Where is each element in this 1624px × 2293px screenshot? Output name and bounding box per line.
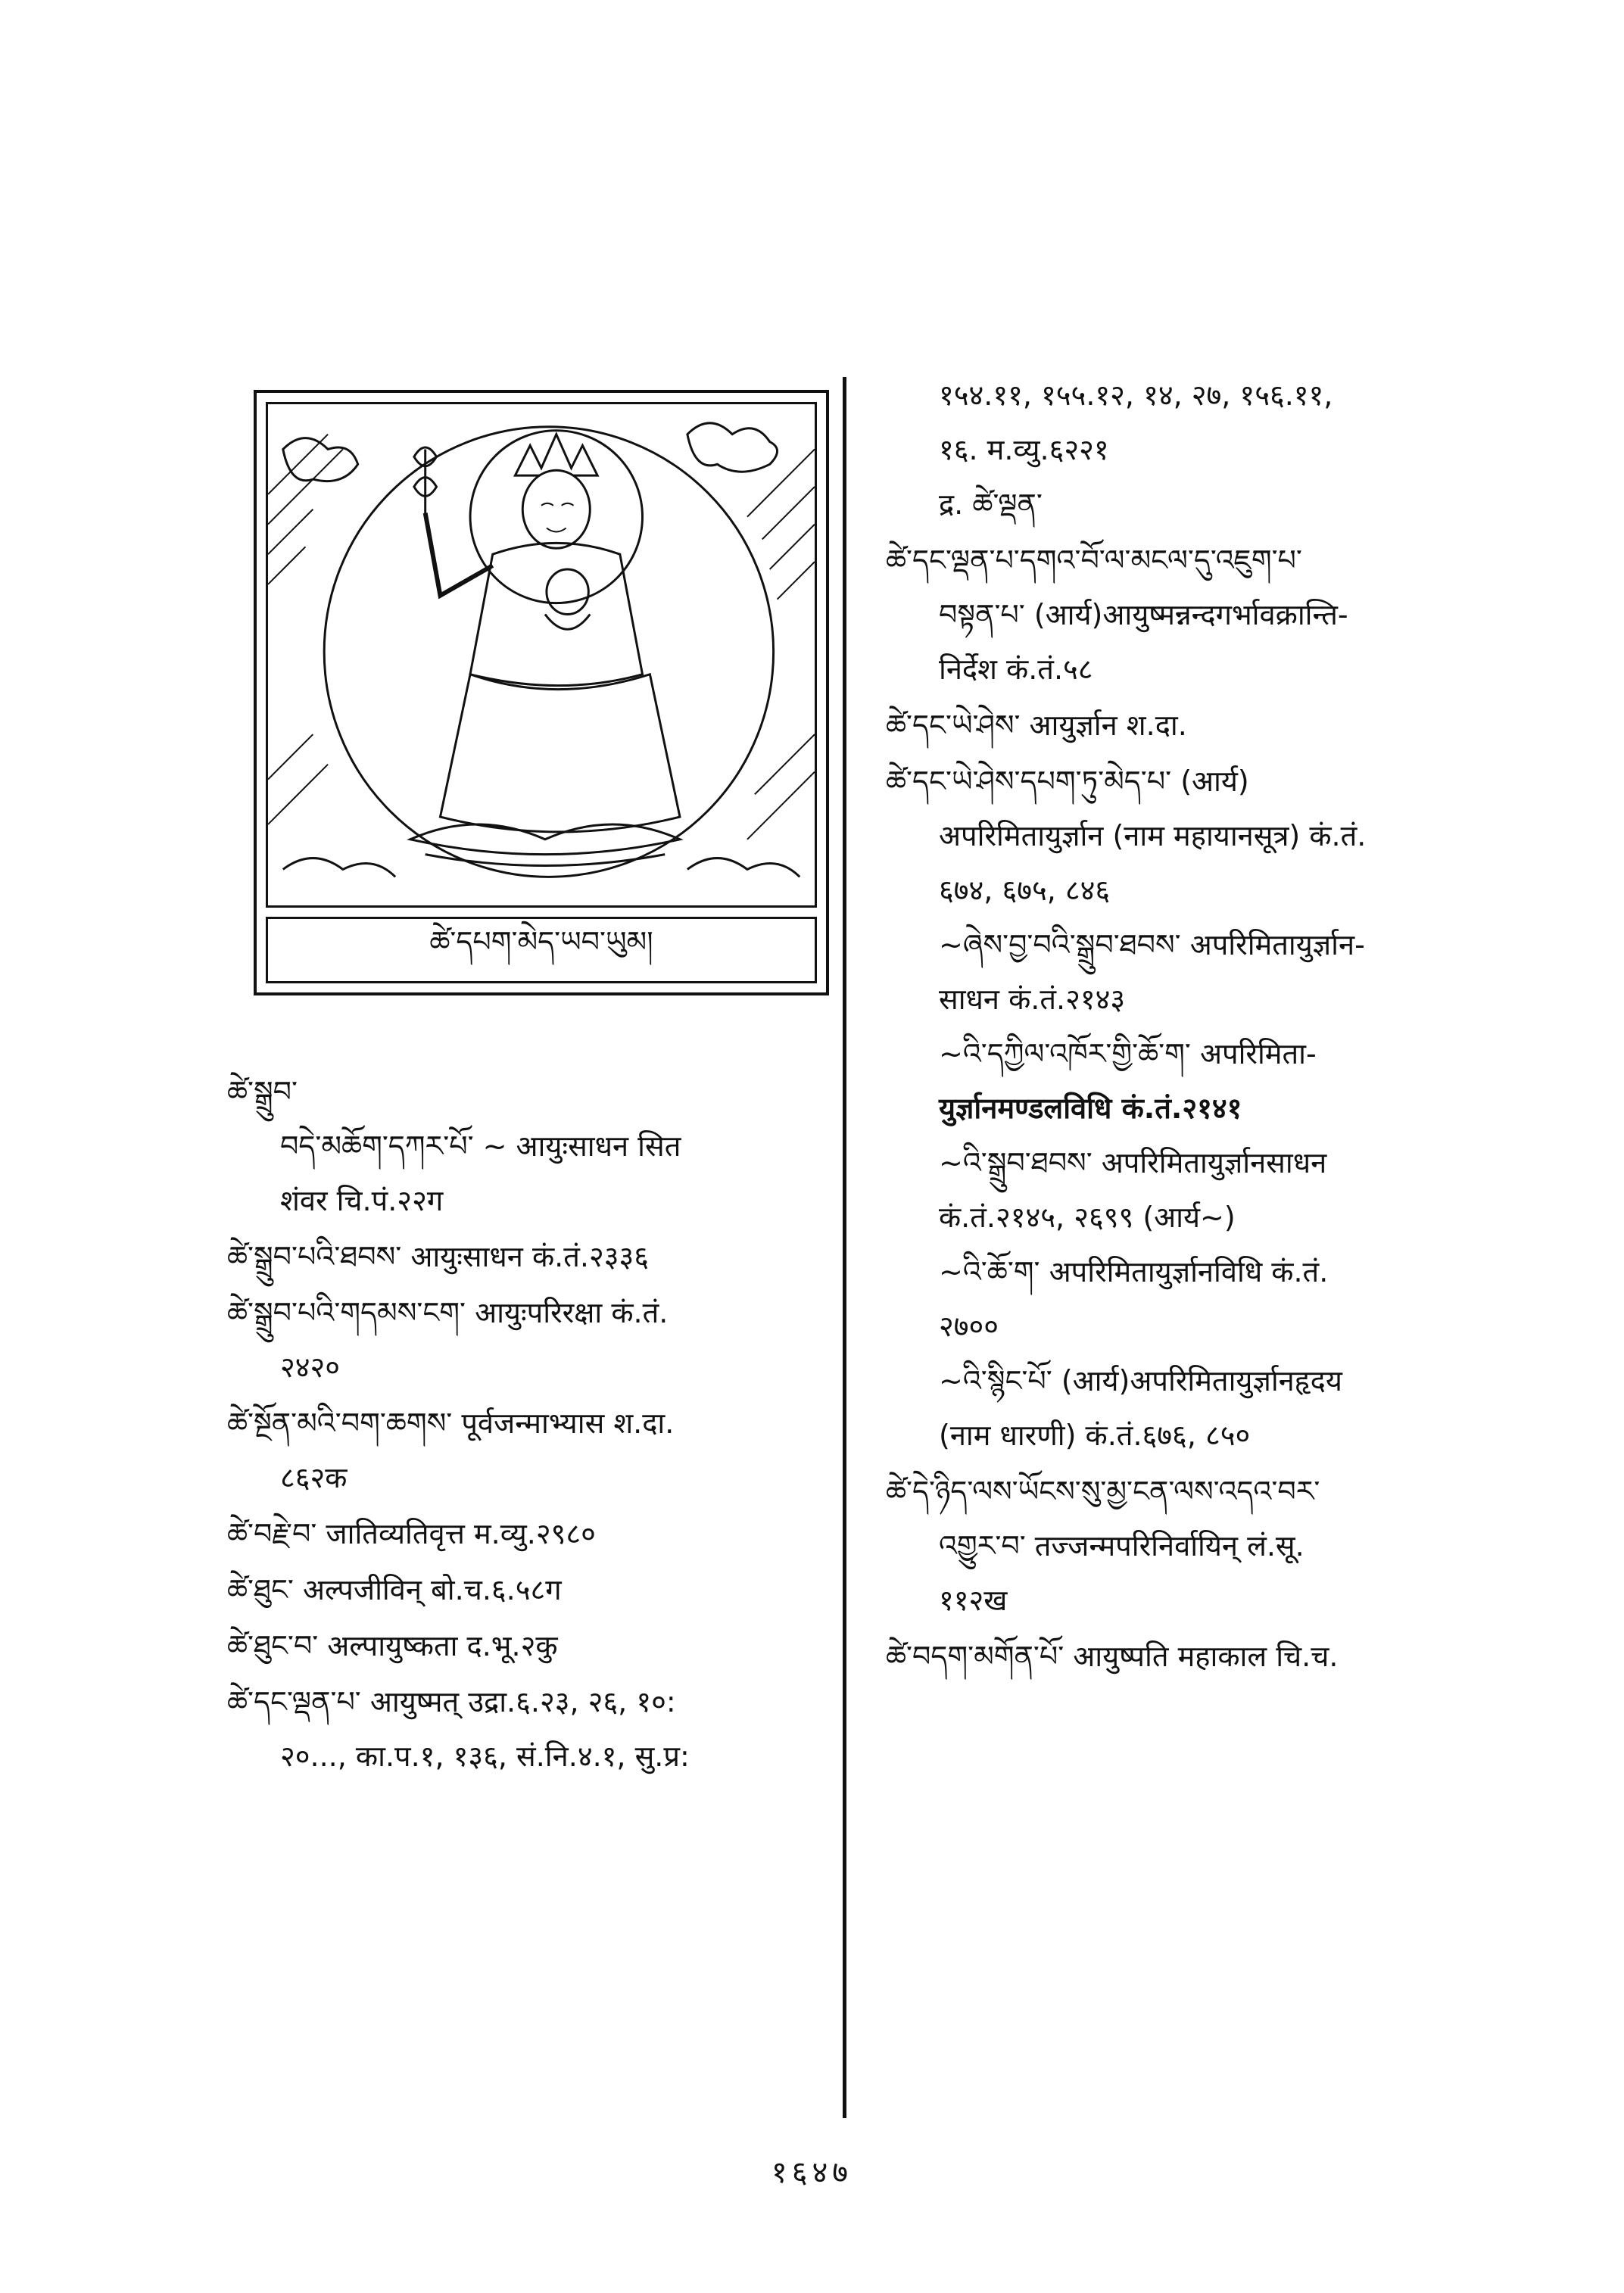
- entry-line: ~འི་སྒྲུབ་ཐབས་ अपरिमितायुर्ज्ञानसाधन: [939, 1146, 1327, 1179]
- entry-line: शंवर चि.पं.२२ग: [280, 1184, 444, 1217]
- entry-line: ~ཞེས་བྱ་བའི་སྒྲུབ་ཐབས་ अपरिमितायुर्ज्ञान-: [939, 928, 1365, 961]
- dictionary-entry: [227, 1403, 825, 1498]
- entry-line: བདེ་མཆོག་དཀར་པོ་ ~ आयुःसाधन सित: [280, 1129, 681, 1163]
- entry-line: १५४.११, १५५.१२, १४, २७, १५६.११,: [939, 379, 1333, 412]
- entry-line: १६. म.व्यु.६२२१: [939, 433, 1109, 466]
- right-column: [886, 375, 1484, 1692]
- left-column: [227, 1071, 825, 1792]
- entry-line: ཚེ་བདག་མགོན་པོ་ आयुष्पति महाकाल चि.च.: [886, 1640, 1339, 1673]
- dictionary-entry: [227, 1569, 825, 1610]
- entry-line: द्र. ཚེ་ལྡན་: [939, 488, 1043, 521]
- entry-line: २७००: [939, 1310, 999, 1343]
- dictionary-entry: [227, 1071, 825, 1221]
- entry-line: ཚེ་དང་ལྡན་པ་དགའ་བོ་ལ་མངལ་དུ་འཇུག་པ་: [886, 544, 1302, 577]
- dictionary-entry: [227, 1513, 825, 1554]
- dictionary-entry: [886, 1636, 1484, 1677]
- entry-line: कं.तं.२१४५, २६९९ (आर्य~): [939, 1201, 1236, 1234]
- entry-line: ཚེ་སྔོན་མའི་བག་ཆགས་ पूर्वजन्माभ्यास श.दा.: [227, 1407, 675, 1440]
- entry-line: ~འི་སྙིང་པོ་ (आर्य)अपरिमितायुर्ज्ञानहृदय: [939, 1364, 1342, 1397]
- dictionary-entry: [227, 1236, 825, 1277]
- amitayus-yab-yum-image: [268, 404, 815, 905]
- entry-line: २४२०: [280, 1351, 341, 1384]
- entry-line: ཚེ་བརྗེ་བ་ जातिव्यतिवृत्त म.व्यु.२९८०: [227, 1517, 596, 1550]
- entry-line: ཚེ་ཐུང་ अल्पजीविन् बो.च.६.५८ग: [227, 1573, 562, 1606]
- entry-line: ཚེ་དང་ཡེ་ཤེས་དཔག་ཏུ་མེད་པ་ (आर्य): [886, 765, 1249, 798]
- illustration-plate: [254, 390, 829, 995]
- dictionary-entry: [886, 375, 1484, 525]
- entry-line: བསྟན་པ་ (आर्य)आयुष्मन्नन्दगर्भावक्रान्ति-: [939, 598, 1348, 631]
- column-divider: [843, 377, 846, 2118]
- entry-line: २०..., का.प.१, १३६, सं.नि.४.१, सु.प्र:: [280, 1740, 690, 1773]
- entry-line: निर्देश कं.तं.५८: [939, 653, 1093, 686]
- dictionary-entry: [227, 1681, 825, 1777]
- entry-line: (नाम धारणी) कं.तं.६७६, ८५०: [939, 1419, 1251, 1452]
- entry-line: अपरिमितायुर्ज्ञान (नाम महायानसूत्र) कं.तं.: [939, 819, 1367, 852]
- deity-illustration: [266, 402, 817, 908]
- page-number: १६४७: [771, 2155, 853, 2190]
- entry-line: ཚེ་དེ་ཉིད་ལས་ཡོངས་སུ་མྱ་ངན་ལས་འདའ་བར་: [886, 1475, 1320, 1508]
- entry-line: ཚེ་སྒྲུབ་པའི་གདམས་ངག་ आयुःपरिरक्षा कं.तं.: [227, 1296, 669, 1329]
- entry-line: འགྱུར་བ་ तज्जन्मपरिनिर्वायिन् लं.सू.: [939, 1529, 1304, 1562]
- entry-line: ཚེ་ཐུང་བ་ अल्पायुष्कता द.भू.२कु: [227, 1629, 558, 1662]
- entry-line: ११२ख: [939, 1584, 1008, 1617]
- entry-line: युर्ज्ञानमण्डलविधि कं.तं.२१४१: [939, 1092, 1242, 1125]
- dictionary-entry: [227, 1292, 825, 1388]
- dictionary-entry: [886, 705, 1484, 746]
- dictionary-entry: [886, 1471, 1484, 1621]
- entry-line: साधन कं.तं.२१४३: [939, 983, 1126, 1016]
- entry-line: ८६२क: [280, 1461, 348, 1494]
- illustration-caption: ཚེ་དཔག་མེད་ཡབ་ཡུམ།: [266, 917, 817, 983]
- entry-line: ६७४, ६७५, ८४६: [939, 874, 1111, 907]
- dictionary-entry: [227, 1625, 825, 1666]
- dictionary-entry: [886, 540, 1484, 690]
- entry-line: ~འི་དཀྱིལ་འཁོར་གྱི་ཆོ་ག་ अपरिमिता-: [939, 1037, 1317, 1070]
- entry-line: ཚེ་དང་ལྡན་པ་ आयुष्मत् उद्रा.६.२३, २६, १०:: [227, 1685, 676, 1718]
- dictionary-entry: [886, 761, 1484, 1456]
- entry-line: ཚེ་དང་ཡེ་ཤེས་ आयुर्ज्ञान श.दा.: [886, 709, 1187, 742]
- entry-line: ཚེ་སྒྲུབ་པའི་ཐབས་ आयुःसाधन कं.तं.२३३६: [227, 1240, 649, 1273]
- entry-line: ~འི་ཆོ་ག་ अपरिमितायुर्ज्ञानविधि कं.तं.: [939, 1255, 1329, 1288]
- entry-line: ཚེ་སྒྲུབ་: [227, 1075, 298, 1108]
